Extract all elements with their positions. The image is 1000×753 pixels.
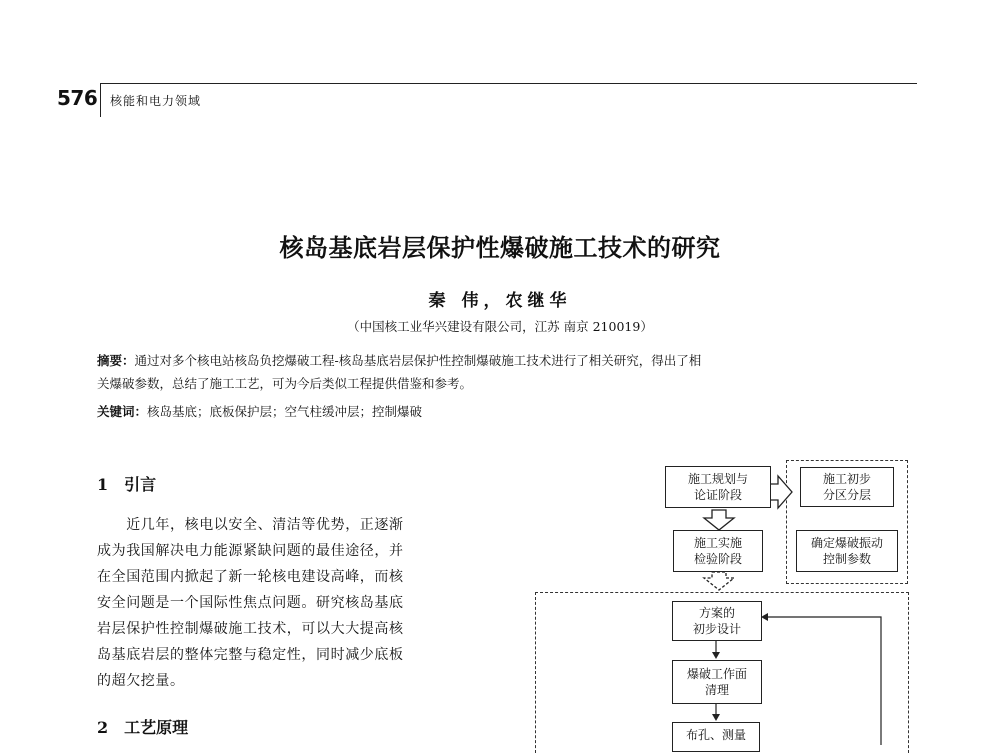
body-line: 岩层保护性控制爆破施工技术，可以大大提高核 bbox=[97, 621, 404, 637]
abstract-text-line-2: 关爆破参数，总结了施工工艺，可为今后类似工程提供借鉴和参考。 bbox=[97, 376, 473, 391]
section-2-number: 2 bbox=[97, 718, 109, 737]
body-line: 在全国范围内掀起了新一轮核电建设高峰，而核 bbox=[97, 569, 404, 585]
side-zoning-line-2: 分区分层 bbox=[822, 488, 871, 502]
stage-planning-line-2: 论证阶段 bbox=[693, 488, 742, 502]
side-vibration-line-2: 控制参数 bbox=[822, 552, 871, 566]
side-zoning-box bbox=[800, 467, 894, 507]
article-authors: 秦 伟，农继华 bbox=[428, 291, 572, 311]
side-vibration-box bbox=[796, 530, 898, 572]
keywords-label: 关键词： bbox=[97, 404, 148, 419]
section-1-title: 引言 bbox=[124, 475, 157, 494]
keywords-text: 核岛基底；底板保护层；空气柱缓冲层；控制爆破 bbox=[147, 404, 423, 419]
stage-planning-box bbox=[665, 466, 771, 508]
journal-section-name: 核能和电力领域 bbox=[110, 94, 202, 108]
body-line: 安全问题是一个国际性焦点问题。研究核岛基底 bbox=[97, 595, 404, 611]
step-preliminary-design-line-2: 初步设计 bbox=[692, 622, 741, 636]
body-line: 岛基底岩层的整体完整与稳定性，同时减少底板 bbox=[97, 647, 404, 663]
step-preliminary-design-line-1: 方案的 bbox=[698, 606, 735, 620]
stage-implementation-box bbox=[673, 530, 763, 572]
step-face-cleaning-box bbox=[672, 660, 762, 704]
article-title: 核岛基底岩层保护性爆破施工技术的研究 bbox=[279, 234, 721, 262]
body-line: 成为我国解决电力能源紧缺问题的最佳途径，并 bbox=[97, 543, 404, 559]
side-zoning-line-1: 施工初步 bbox=[822, 472, 871, 486]
section-1-number: 1 bbox=[97, 475, 109, 494]
side-vibration-line-1: 确定爆破振动 bbox=[810, 536, 883, 550]
step-preliminary-design-box bbox=[672, 601, 762, 641]
step-face-cleaning-line-2: 清理 bbox=[704, 683, 729, 697]
step-face-cleaning-line-1: 爆破工作面 bbox=[686, 667, 747, 681]
stage-planning-line-1: 施工规划与 bbox=[687, 472, 748, 486]
author-affiliation: （中国核工业华兴建设有限公司，江苏 南京 210019） bbox=[347, 319, 653, 334]
abstract-label: 摘要： bbox=[97, 353, 135, 368]
stage-implementation-line-2: 检验阶段 bbox=[693, 552, 742, 566]
step-drilling-survey-label: 布孔、测量 bbox=[685, 728, 746, 742]
step-drilling-survey-box bbox=[672, 722, 760, 752]
arrow-stage1-to-stage2 bbox=[704, 510, 734, 530]
arrow-stage2-to-implementation bbox=[704, 572, 734, 590]
page-number: 576 bbox=[57, 86, 98, 110]
abstract-text-line-1: 通过对多个核电站核岛负挖爆破工程-核岛基底岩层保护性控制爆破施工技术进行了相关研究，得出了相 bbox=[134, 353, 702, 368]
body-line: 的超欠挖量。 bbox=[97, 673, 185, 689]
body-line: 近几年，核电以安全、清洁等优势，正逐渐 bbox=[97, 517, 404, 533]
stage-implementation-line-1: 施工实施 bbox=[693, 536, 742, 550]
feedback-loop-line bbox=[768, 617, 881, 745]
arrow-stage1-to-side-group bbox=[768, 476, 792, 508]
section-2-title: 工艺原理 bbox=[124, 718, 189, 737]
